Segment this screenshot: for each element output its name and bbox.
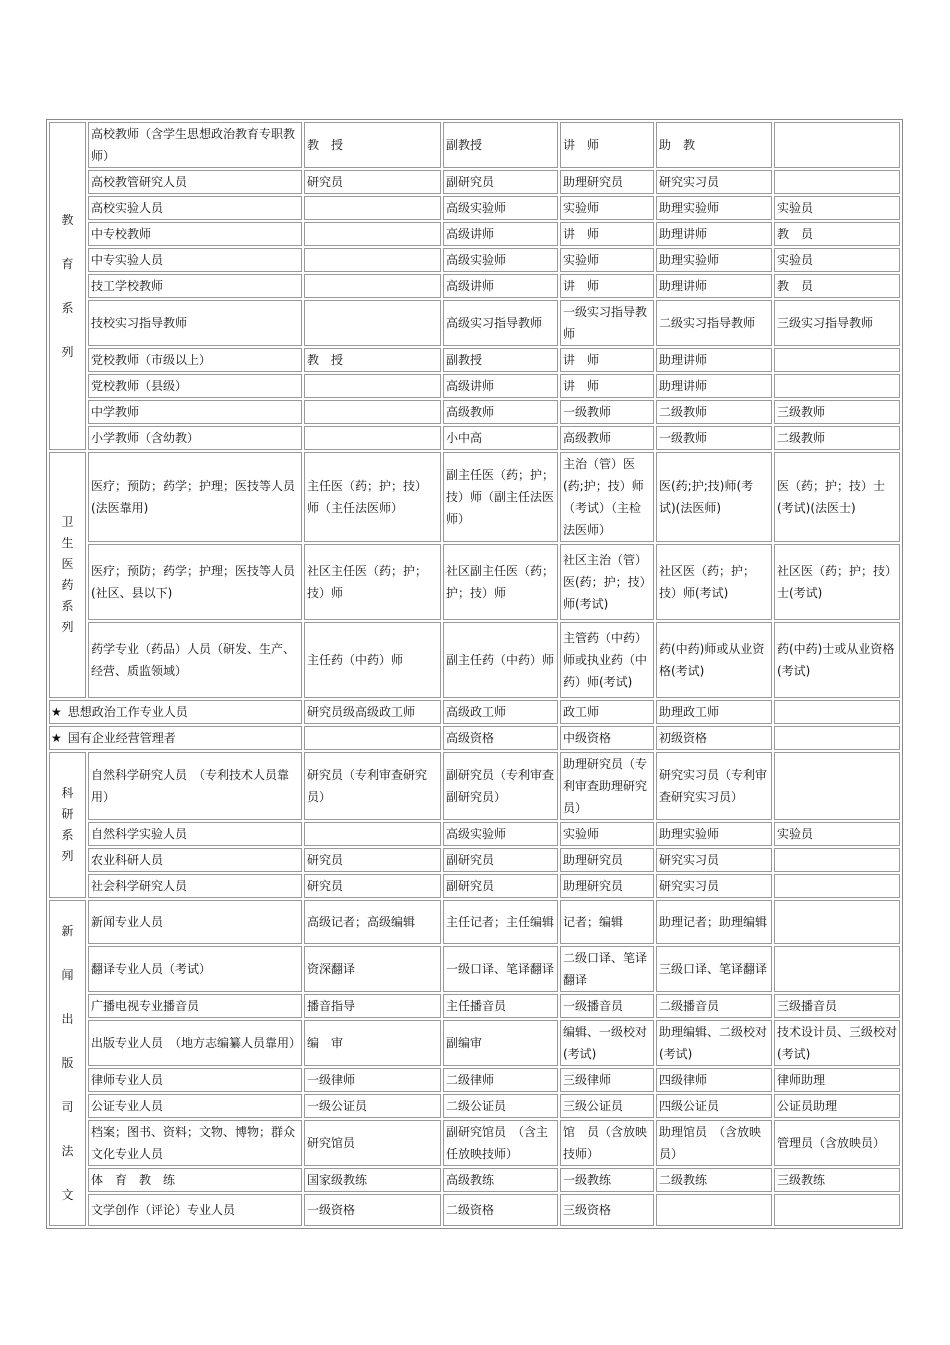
table-row bbox=[49, 248, 900, 272]
table-row bbox=[49, 170, 900, 194]
grade-cell-5: 二级教师 bbox=[774, 426, 900, 450]
starred-title-cell bbox=[49, 700, 302, 724]
grade-cell-2: 副编审 bbox=[443, 1020, 558, 1066]
grade-cell-4: 药(中药)师或从业资格(考试) bbox=[656, 622, 772, 698]
grade-cell-1 bbox=[304, 374, 441, 398]
starred-title-cell bbox=[49, 726, 302, 750]
grade-cell-2: 副研究员 bbox=[443, 170, 558, 194]
grade-cell-5 bbox=[774, 752, 900, 820]
star-icon: ★ bbox=[51, 705, 62, 719]
row-title: 中专实验人员 bbox=[88, 248, 302, 272]
row-title: 技工学校教师 bbox=[88, 274, 302, 298]
grade-cell-4: 研究实习员 bbox=[656, 874, 772, 898]
grade-cell-5: 社区医（药；护；技）士(考试) bbox=[774, 544, 900, 620]
grade-cell-3: 讲 师 bbox=[560, 122, 654, 168]
grade-cell-5: 教 员 bbox=[774, 274, 900, 298]
row-title: 自然科学实验人员 bbox=[88, 822, 302, 846]
category-cell bbox=[49, 900, 86, 1226]
row-title: 体 育 教 练 bbox=[88, 1168, 302, 1192]
grade-cell-2: 副研究员（专利审查副研究员） bbox=[443, 752, 558, 820]
grade-cell-3: 主治（管）医(药;护；技）师（考试）（主检法医师） bbox=[560, 452, 654, 542]
grade-cell-4: 助理讲师 bbox=[656, 274, 772, 298]
row-title: 高校实验人员 bbox=[88, 196, 302, 220]
row-title: 农业科研人员 bbox=[88, 848, 302, 872]
grade-cell-1 bbox=[304, 426, 441, 450]
grade-cell-1 bbox=[304, 248, 441, 272]
grade-cell-2: 小中高 bbox=[443, 426, 558, 450]
grade-cell-5: 实验员 bbox=[774, 822, 900, 846]
grade-cell-2: 高级教师 bbox=[443, 400, 558, 424]
grade-cell-4: 研究实习员（专利审查研究实习员） bbox=[656, 752, 772, 820]
grade-cell-3: 馆 员（含放映技师） bbox=[560, 1120, 654, 1166]
grade-cell-5 bbox=[774, 700, 900, 724]
grade-cell-3: 中级资格 bbox=[560, 726, 654, 750]
grade-cell-1: 教 授 bbox=[304, 122, 441, 168]
grade-cell-5: 技术设计员、三级校对(考试) bbox=[774, 1020, 900, 1066]
row-title: 档案；图书、资料；文物、博物；群众文化专业人员 bbox=[88, 1120, 302, 1166]
grade-cell-2: 二级公证员 bbox=[443, 1094, 558, 1118]
table-row bbox=[49, 196, 900, 220]
grade-cell-5 bbox=[774, 348, 900, 372]
table-row bbox=[49, 1168, 900, 1192]
row-title: 文学创作（评论）专业人员 bbox=[88, 1194, 302, 1226]
table-row bbox=[49, 222, 900, 246]
table-row bbox=[49, 700, 900, 724]
grade-cell-2: 副研究馆员 （含主任放映技师） bbox=[443, 1120, 558, 1166]
row-title: 出版专业人员 （地方志编纂人员靠用） bbox=[88, 1020, 302, 1066]
category-label: 卫 生 医 药 系 列 bbox=[61, 515, 74, 634]
table-row bbox=[49, 1120, 900, 1166]
grade-cell-2: 高级教练 bbox=[443, 1168, 558, 1192]
grade-cell-5 bbox=[774, 900, 900, 944]
grade-cell-2: 高级实习指导教师 bbox=[443, 300, 558, 346]
grade-cell-3: 一级实习指导教师 bbox=[560, 300, 654, 346]
grade-cell-2: 副研究员 bbox=[443, 848, 558, 872]
grade-cell-3: 政工师 bbox=[560, 700, 654, 724]
table-row bbox=[49, 622, 900, 698]
category-label: 科 研 系 列 bbox=[61, 786, 74, 863]
grade-cell-3: 三级公证员 bbox=[560, 1094, 654, 1118]
row-title: 翻译专业人员（考试） bbox=[88, 946, 302, 992]
grade-cell-2: 二级律师 bbox=[443, 1068, 558, 1092]
row-title: 公证专业人员 bbox=[88, 1094, 302, 1118]
grade-cell-5 bbox=[774, 1194, 900, 1226]
grade-cell-1 bbox=[304, 822, 441, 846]
row-title: 小学教师（含幼教） bbox=[88, 426, 302, 450]
grade-cell-4: 助理讲师 bbox=[656, 348, 772, 372]
grade-cell-4: 助 教 bbox=[656, 122, 772, 168]
table-row bbox=[49, 122, 900, 168]
grade-cell-1: 一级律师 bbox=[304, 1068, 441, 1092]
grade-cell-1: 教 授 bbox=[304, 348, 441, 372]
grade-cell-3: 一级播音员 bbox=[560, 994, 654, 1018]
grade-cell-5 bbox=[774, 848, 900, 872]
grade-cell-2: 高级政工师 bbox=[443, 700, 558, 724]
grade-cell-1: 国家级教练 bbox=[304, 1168, 441, 1192]
grade-cell-4: 社区医（药；护；技）师(考试) bbox=[656, 544, 772, 620]
category-label: 教 育 系 列 bbox=[61, 213, 74, 359]
grade-cell-5 bbox=[774, 170, 900, 194]
grade-cell-4: 助理实验师 bbox=[656, 248, 772, 272]
grade-cell-1: 播音指导 bbox=[304, 994, 441, 1018]
row-title: 新闻专业人员 bbox=[88, 900, 302, 944]
row-title: 医疗；预防；药学；护理；医技等人员(社区、县以下) bbox=[88, 544, 302, 620]
grade-cell-2: 副研究员 bbox=[443, 874, 558, 898]
grade-cell-4: 初级资格 bbox=[656, 726, 772, 750]
grade-cell-2: 副主任药（中药）师 bbox=[443, 622, 558, 698]
row-title: 国有企业经营管理者 bbox=[67, 731, 176, 745]
grade-cell-5: 实验员 bbox=[774, 248, 900, 272]
grade-cell-5: 药(中药)士或从业资格(考试) bbox=[774, 622, 900, 698]
table-row bbox=[49, 1068, 900, 1092]
table-row bbox=[49, 300, 900, 346]
grade-cell-5: 三级教师 bbox=[774, 400, 900, 424]
grade-cell-1: 一级资格 bbox=[304, 1194, 441, 1226]
category-cell bbox=[49, 452, 86, 698]
grade-cell-1 bbox=[304, 726, 441, 750]
table-row bbox=[49, 1094, 900, 1118]
grade-cell-3: 讲 师 bbox=[560, 274, 654, 298]
table-row bbox=[49, 1194, 900, 1226]
grade-cell-3: 一级教练 bbox=[560, 1168, 654, 1192]
grade-cell-3: 高级教师 bbox=[560, 426, 654, 450]
grade-cell-5 bbox=[774, 122, 900, 168]
row-title: 广播电视专业播音员 bbox=[88, 994, 302, 1018]
grade-cell-3: 助理研究员 bbox=[560, 848, 654, 872]
grade-cell-1: 社区主任医（药；护；技）师 bbox=[304, 544, 441, 620]
grade-cell-1: 研究员 bbox=[304, 170, 441, 194]
grade-cell-4: 一级教师 bbox=[656, 426, 772, 450]
row-title: 党校教师（县级） bbox=[88, 374, 302, 398]
grade-cell-3: 一级教师 bbox=[560, 400, 654, 424]
grade-cell-1: 研究馆员 bbox=[304, 1120, 441, 1166]
table-row bbox=[49, 426, 900, 450]
grade-cell-4: 助理实验师 bbox=[656, 822, 772, 846]
grade-cell-4: 三级口译、笔译翻译 bbox=[656, 946, 772, 992]
table-row bbox=[49, 848, 900, 872]
row-title: 中学教师 bbox=[88, 400, 302, 424]
grade-cell-2: 高级资格 bbox=[443, 726, 558, 750]
table-row bbox=[49, 874, 900, 898]
grade-cell-5 bbox=[774, 374, 900, 398]
row-title: 律师专业人员 bbox=[88, 1068, 302, 1092]
grade-cell-1: 研究员 bbox=[304, 874, 441, 898]
grade-cell-3: 助理研究员（专利审查助理研究员） bbox=[560, 752, 654, 820]
table-row bbox=[49, 752, 900, 820]
grade-cell-2: 主任记者；主任编辑 bbox=[443, 900, 558, 944]
grade-cell-1: 研究员（专利审查研究员） bbox=[304, 752, 441, 820]
grade-cell-4 bbox=[656, 1194, 772, 1226]
grade-cell-2: 副教授 bbox=[443, 122, 558, 168]
grade-cell-3: 实验师 bbox=[560, 248, 654, 272]
grade-cell-1: 资深翻译 bbox=[304, 946, 441, 992]
grade-cell-5: 律师助理 bbox=[774, 1068, 900, 1092]
grade-cell-2: 高级讲师 bbox=[443, 222, 558, 246]
grade-cell-4: 助理馆员 （含放映员） bbox=[656, 1120, 772, 1166]
table-row bbox=[49, 274, 900, 298]
grade-cell-5: 三级播音员 bbox=[774, 994, 900, 1018]
grade-cell-2: 副教授 bbox=[443, 348, 558, 372]
grade-cell-5 bbox=[774, 946, 900, 992]
grade-cell-1: 编 审 bbox=[304, 1020, 441, 1066]
grade-cell-1: 研究员级高级政工师 bbox=[304, 700, 441, 724]
grade-cell-4: 四级律师 bbox=[656, 1068, 772, 1092]
category-cell bbox=[49, 122, 86, 450]
grade-cell-2: 高级讲师 bbox=[443, 374, 558, 398]
grade-cell-1: 一级公证员 bbox=[304, 1094, 441, 1118]
row-title: 高校教师（含学生思想政治教育专职教师） bbox=[88, 122, 302, 168]
title-grade-table bbox=[46, 119, 903, 1229]
grade-cell-1 bbox=[304, 274, 441, 298]
row-title: 药学专业（药品）人员（研发、生产、经营、质监领域） bbox=[88, 622, 302, 698]
grade-cell-4: 助理讲师 bbox=[656, 374, 772, 398]
grade-cell-3: 实验师 bbox=[560, 196, 654, 220]
row-title: 技校实习指导教师 bbox=[88, 300, 302, 346]
row-title: 医疗；预防；药学；护理；医技等人员(法医靠用) bbox=[88, 452, 302, 542]
table-row bbox=[49, 994, 900, 1018]
row-title: 社会科学研究人员 bbox=[88, 874, 302, 898]
category-label: 新 闻 出 版 司 法 文 bbox=[61, 924, 74, 1202]
grade-cell-3: 二级口译、笔译翻译 bbox=[560, 946, 654, 992]
grade-cell-4: 助理讲师 bbox=[656, 222, 772, 246]
star-icon: ★ bbox=[51, 731, 62, 745]
grade-cell-2: 高级实验师 bbox=[443, 248, 558, 272]
table-row bbox=[49, 946, 900, 992]
table-row bbox=[49, 452, 900, 542]
grade-cell-5: 医（药；护；技）士(考试)(法医士) bbox=[774, 452, 900, 542]
grade-cell-1 bbox=[304, 300, 441, 346]
grade-cell-3: 助理研究员 bbox=[560, 874, 654, 898]
grade-cell-2: 副主任医（药；护；技）师（副主任法医师） bbox=[443, 452, 558, 542]
grade-cell-5: 管理员（含放映员） bbox=[774, 1120, 900, 1166]
grade-cell-2: 一级口译、笔译翻译 bbox=[443, 946, 558, 992]
grade-cell-4: 医(药;护;技)师(考试)(法医师) bbox=[656, 452, 772, 542]
grade-cell-1: 主任药（中药）师 bbox=[304, 622, 441, 698]
table-row bbox=[49, 348, 900, 372]
grade-cell-3: 讲 师 bbox=[560, 222, 654, 246]
table-row bbox=[49, 544, 900, 620]
grade-cell-3: 助理研究员 bbox=[560, 170, 654, 194]
grade-cell-3: 讲 师 bbox=[560, 374, 654, 398]
row-title: 自然科学研究人员 （专利技术人员靠用） bbox=[88, 752, 302, 820]
grade-cell-4: 二级实习指导教师 bbox=[656, 300, 772, 346]
grade-cell-3: 记者；编辑 bbox=[560, 900, 654, 944]
grade-cell-3: 三级资格 bbox=[560, 1194, 654, 1226]
grade-cell-1: 高级记者；高级编辑 bbox=[304, 900, 441, 944]
row-title: 中专校教师 bbox=[88, 222, 302, 246]
grade-cell-1: 研究员 bbox=[304, 848, 441, 872]
grade-cell-4: 助理政工师 bbox=[656, 700, 772, 724]
grade-cell-4: 四级公证员 bbox=[656, 1094, 772, 1118]
row-title: 党校教师（市级以上） bbox=[88, 348, 302, 372]
category-cell bbox=[49, 752, 86, 898]
grade-cell-1 bbox=[304, 196, 441, 220]
grade-cell-3: 讲 师 bbox=[560, 348, 654, 372]
row-title: 思想政治工作专业人员 bbox=[67, 705, 188, 719]
grade-cell-4: 二级播音员 bbox=[656, 994, 772, 1018]
grade-cell-3: 实验师 bbox=[560, 822, 654, 846]
grade-cell-4: 助理编辑、二级校对(考试) bbox=[656, 1020, 772, 1066]
grade-cell-3: 主管药（中药）师或执业药（中药）师(考试) bbox=[560, 622, 654, 698]
grade-cell-2: 主任播音员 bbox=[443, 994, 558, 1018]
grade-cell-2: 高级讲师 bbox=[443, 274, 558, 298]
grade-cell-2: 高级实验师 bbox=[443, 196, 558, 220]
grade-cell-3: 三级律师 bbox=[560, 1068, 654, 1092]
grade-cell-4: 二级教师 bbox=[656, 400, 772, 424]
grade-cell-5 bbox=[774, 874, 900, 898]
grade-cell-4: 助理实验师 bbox=[656, 196, 772, 220]
grade-cell-2: 社区副主任医（药；护；技）师 bbox=[443, 544, 558, 620]
grade-cell-5: 教 员 bbox=[774, 222, 900, 246]
table-row bbox=[49, 374, 900, 398]
grade-cell-2: 高级实验师 bbox=[443, 822, 558, 846]
table-row bbox=[49, 1020, 900, 1066]
grade-cell-5 bbox=[774, 726, 900, 750]
table-row bbox=[49, 900, 900, 944]
grade-cell-1: 主任医（药；护；技）师（主任法医师） bbox=[304, 452, 441, 542]
grade-cell-4: 研究实习员 bbox=[656, 170, 772, 194]
grade-cell-4: 二级教练 bbox=[656, 1168, 772, 1192]
grade-cell-1 bbox=[304, 400, 441, 424]
grade-cell-3: 社区主治（管）医(药；护；技）师(考试) bbox=[560, 544, 654, 620]
grade-cell-3: 编辑、一级校对(考试) bbox=[560, 1020, 654, 1066]
grade-cell-5: 三级实习指导教师 bbox=[774, 300, 900, 346]
grade-cell-1 bbox=[304, 222, 441, 246]
table-row bbox=[49, 822, 900, 846]
table-row bbox=[49, 726, 900, 750]
grade-cell-2: 二级资格 bbox=[443, 1194, 558, 1226]
grade-cell-4: 研究实习员 bbox=[656, 848, 772, 872]
grade-cell-5: 公证员助理 bbox=[774, 1094, 900, 1118]
grade-cell-5: 实验员 bbox=[774, 196, 900, 220]
grade-cell-4: 助理记者；助理编辑 bbox=[656, 900, 772, 944]
row-title: 高校教管研究人员 bbox=[88, 170, 302, 194]
grade-cell-5: 三级教练 bbox=[774, 1168, 900, 1192]
table-row bbox=[49, 400, 900, 424]
table-body bbox=[49, 122, 900, 1226]
